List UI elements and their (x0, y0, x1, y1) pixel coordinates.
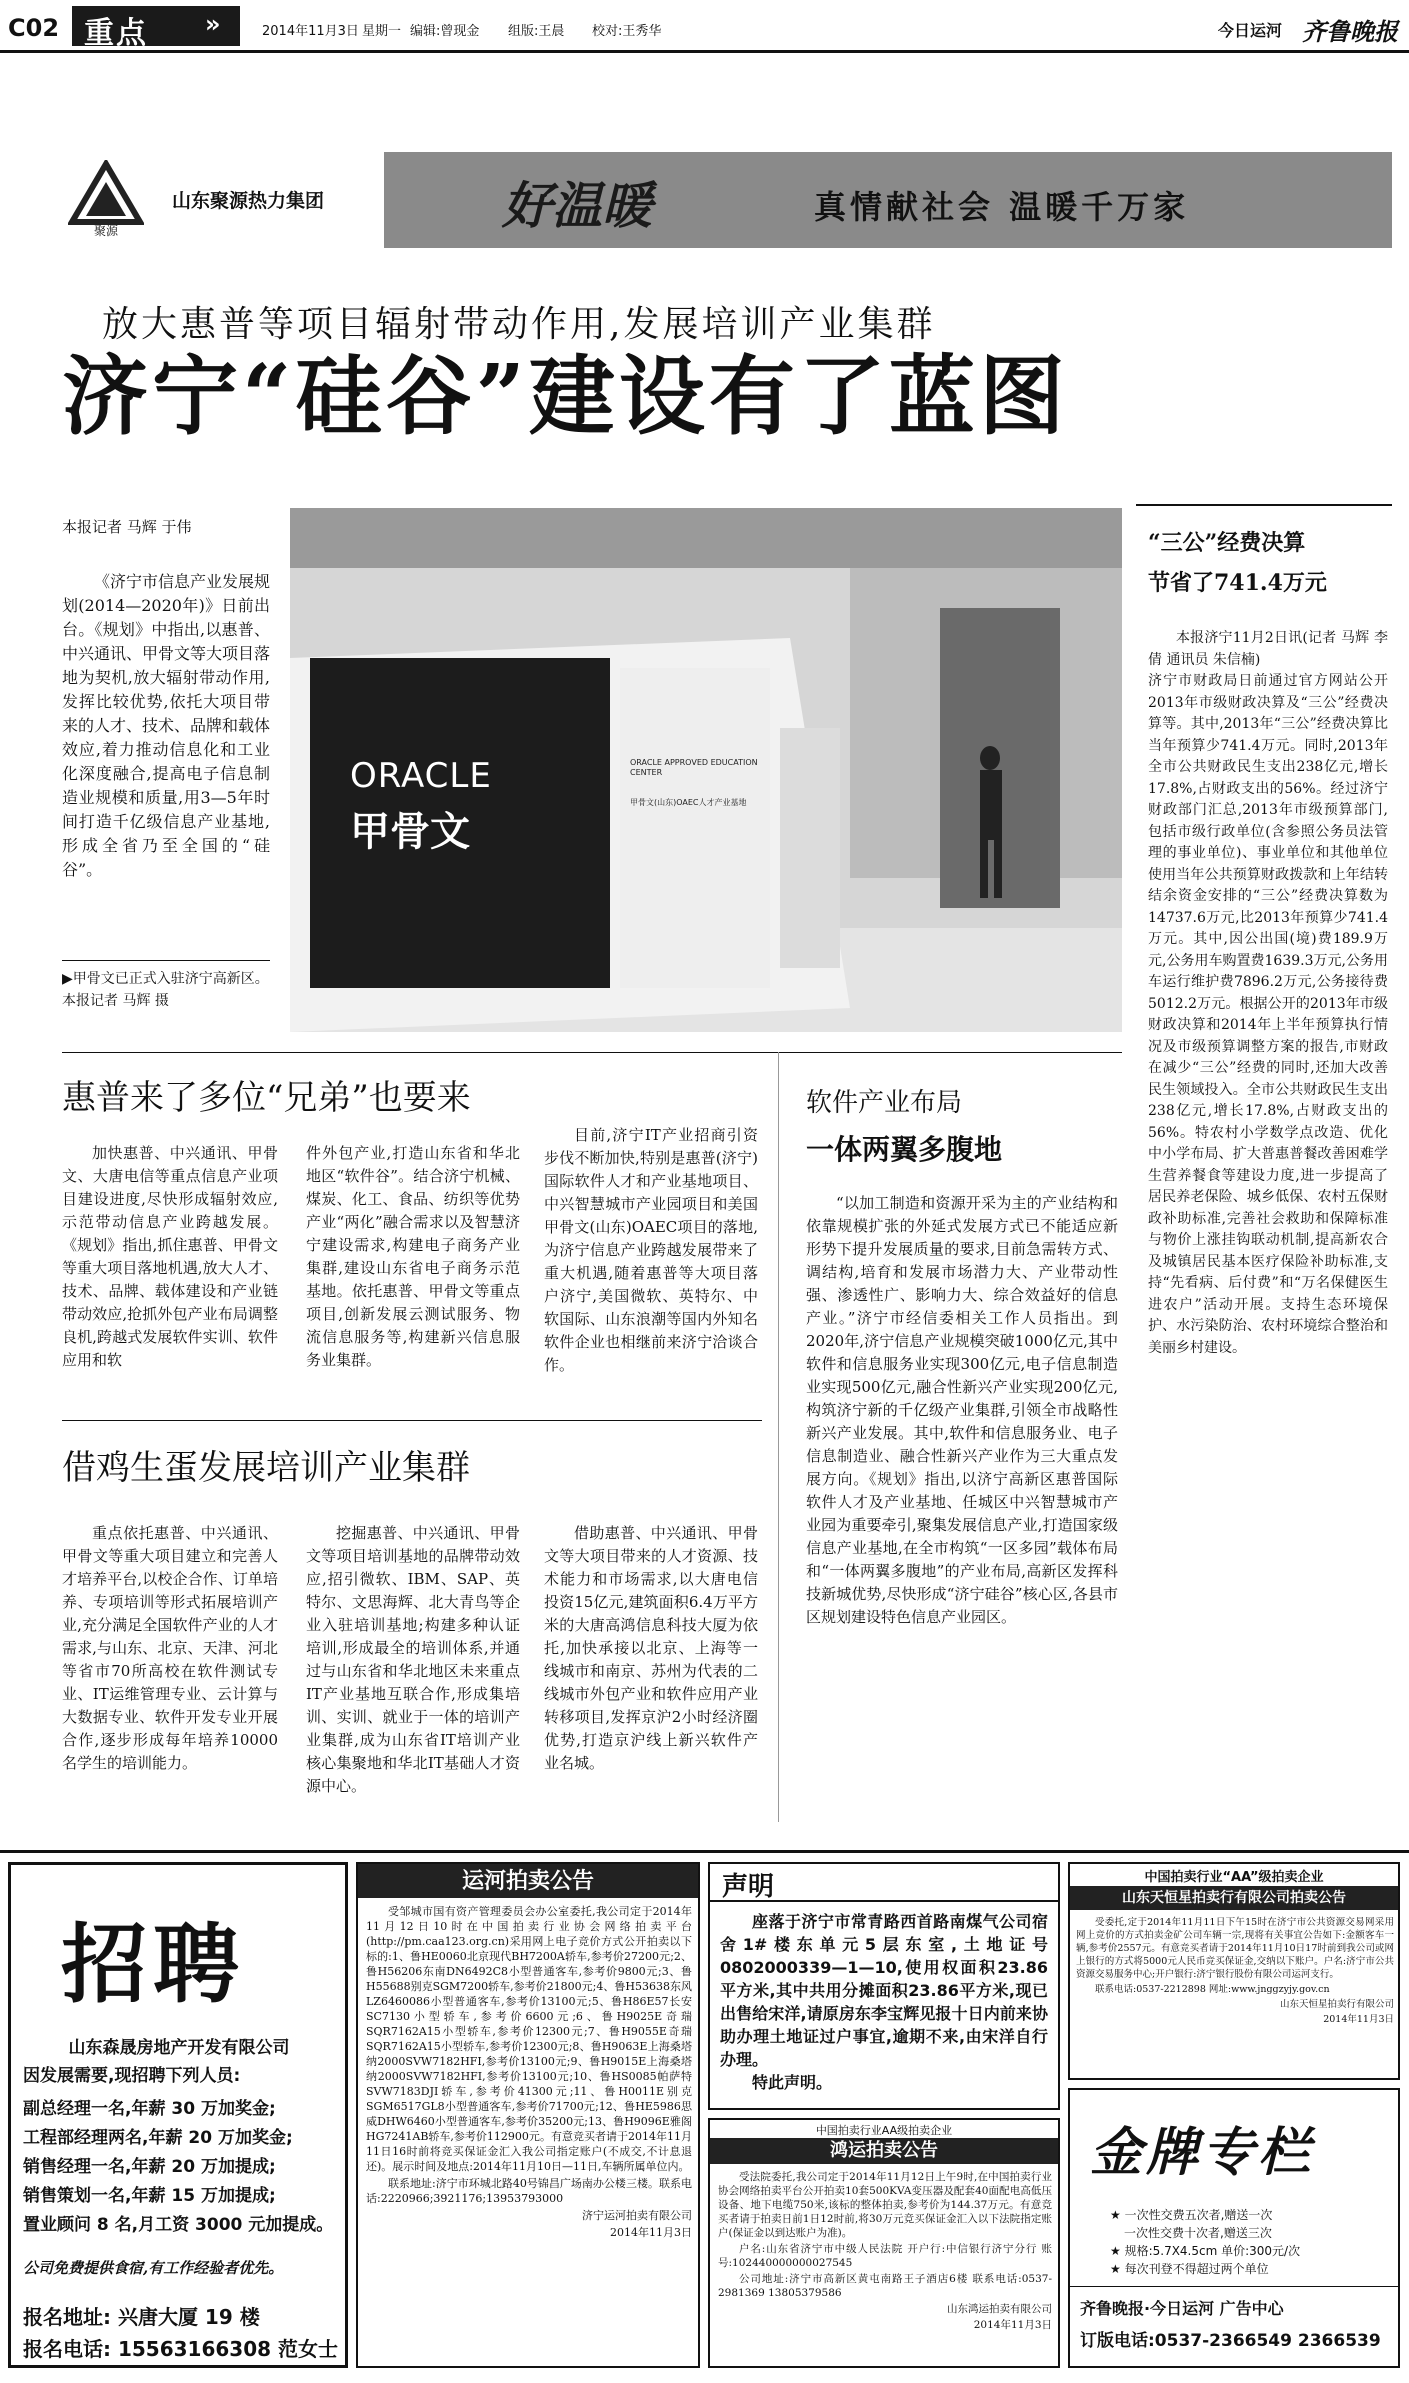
statement-title: 声明 (722, 1872, 775, 1902)
statement-ad (708, 1862, 1060, 2110)
col-b2-text: 挖掘惠普、中兴通讯、甲骨文等项目培训基地的品牌带动效应,招引微软、IBM、SAP、英特尔、文思海辉、北大青鸟等企业入驻培训基地;构建多种认证培训,形成最全的培训体系,并通过与山东省和华北地区未来重点IT产业基地互联合作,形成集培训、实训、就业于一体的培训产业集群,成为山东省IT培训产业核心集聚地和华北IT基础人才资源中心。 (306, 1524, 520, 1795)
auction1-signer: 济宁运河拍卖有限公司 (582, 2209, 692, 2222)
gold-footer-1: 齐鲁晚报·今日运河 广告中心 (1080, 2299, 1284, 2318)
ads-top-rule (0, 1850, 1409, 1853)
gold-footer-2: 订版电话:0537-2366549 2366539 (1080, 2331, 1381, 2351)
section-b-heading: 借鸡生蛋发展培训产业集群 (62, 1448, 470, 1488)
auction2-account: 户名:山东省济宁市中级人民法院 开户行:中信银行济宁分行 账号:102440000000027545 (718, 2243, 1052, 2269)
masthead-rule (0, 50, 1409, 53)
auction3-ad (1068, 1862, 1400, 2080)
brief-top-rule (1136, 504, 1392, 506)
proofreader: 校对:王秀华 (592, 24, 662, 39)
section-a-rule (62, 1052, 1122, 1053)
statement-rule (710, 1900, 1058, 1902)
col-b1 (62, 1522, 278, 1775)
auction3-contact: 联系电话:0537-2212898 网址:www.jnggzyjy.gov.cn (1095, 1984, 1330, 1995)
company-logo (68, 160, 144, 240)
recruit-company: 山东森晟房地产开发有限公司 (68, 2038, 290, 2058)
article-lead (62, 570, 270, 882)
auction3-org: 中国拍卖行业“AA”级拍卖企业 (1144, 1870, 1324, 1885)
recruit-benefit: 公司免费提供食宿,有工作经验者优先。 (23, 2259, 284, 2277)
auction2-contact: 公司地址:济宁市高新区黄屯南路王子酒店6楼 联系电话:0537-2981369 13805379586 (718, 2273, 1052, 2299)
auction2-org: 中国拍卖行业AA级拍卖企业 (815, 2124, 953, 2137)
brief-body (1148, 628, 1388, 1359)
paper-name: 齐鲁晚报 (1302, 17, 1398, 46)
lead-paragraph: 《济宁市信息产业发展规划(2014—2020年)》日前出台。《规划》中指出,以惠普、中兴通讯、甲骨文等大项目落地为契机,放大辐射带动作用,发挥比较优势,依托大项目带来的人才、技术、品牌和载体效应,着力推动信息化和工业化深度融合,提高电子信息制造业规模和质量,用3—5年时间打造千亿级信息产业基地,形成全省乃至全国的“硅谷”。 (62, 572, 271, 879)
weekday: 星期一 (362, 24, 402, 39)
layout-editor: 组版:王晨 (508, 24, 565, 39)
auction1-body (366, 1904, 692, 2242)
recruit-job: 工程部经理两名,年薪 20 万加奖金; (23, 2128, 293, 2148)
article-byline: 本报记者 马辉 于伟 (62, 518, 192, 536)
banner (62, 152, 1392, 248)
page-number: C02 (8, 14, 60, 42)
photo-sign-en: ORACLE (350, 756, 492, 796)
section-b-rule (62, 1420, 762, 1421)
company-name: 山东聚源热力集团 (172, 190, 325, 212)
auction3-title: 山东天恒星拍卖行有限公司拍卖公告 (1070, 1886, 1398, 1910)
article-title: 济宁“硅谷”建设有了蓝图 (62, 346, 1069, 447)
caption-rule (62, 960, 270, 961)
brief-title-1: “三公”经费决算 (1148, 530, 1306, 556)
auction1-date: 2014年11月3日 (610, 2226, 692, 2239)
side-box-rule (778, 1052, 780, 1822)
gold-rule (1070, 2286, 1398, 2287)
photo-panel-en: ORACLE APPROVED EDUCATION CENTER (630, 758, 758, 777)
gold-items (1110, 2206, 1390, 2278)
recruit-intro: 因发展需要,现招聘下列人员: (23, 2066, 241, 2086)
gold-item: ★ 每次刊登不得超过两个单位 (1110, 2262, 1269, 2276)
side-body (806, 1192, 1118, 1629)
auction2-body (718, 2170, 1052, 2334)
auction1-contact: 联系地址:济宁市环城北路40号锦昌广场南办公楼三楼。联系电话:2220966;3921176;13953793000 (366, 2177, 692, 2205)
auction3-date: 2014年11月3日 (1323, 2014, 1394, 2025)
recruit-job: 销售策划一名,年薪 15 万加提成; (23, 2186, 276, 2206)
brief-byline: 本报济宁11月2日讯(记者 马辉 李倩 通讯员 朱信楠) (1148, 630, 1388, 668)
recruit-jobs (23, 2095, 343, 2240)
section-a-heading: 惠普来了多位“兄弟”也要来 (62, 1078, 471, 1118)
brand-slogan: 真情献社会 温暖千万家 (814, 188, 1190, 226)
statement-text: 座落于济宁市常青路西首路南煤气公司宿舍1#楼东单元5层东室,土地证号0802000339—1—10,使用权面积23.86平方米,其中共用分摊面积23.86平方米,现已出售给宋洋,请原房东李宝辉见报十日内前来协助办理土地证过户事宜,逾期不来,由宋洋自行办理。 (720, 1912, 1048, 2069)
recruit-job: 销售经理一名,年薪 20 万加提成; (23, 2157, 276, 2177)
auction2-text: 受法院委托,我公司定于2014年11月12日上午9时,在中国拍卖行业协会网络拍卖平台公开拍卖10套500KVA变压器及配套40面配电高低压设备、地下电缆750米,该标的整体拍卖,参考价为144.37万元。有意竞买者请于拍卖日前1日12时前,将30万元竞买保证金汇入以下法院指定账户(保证金以到达账户为准)。 (718, 2171, 1052, 2239)
side-text: “以加工制造和资源开采为主的产业结构和依靠规模扩张的外延式发展方式已不能适应新形势下提升发展质量的要求,目前急需转方式、调结构,培育和发展市场潜力大、产业带动性强、渗透性广、影响力大、综合效益好的信息产业。”济宁市经信委相关工作人员指出。到2020年,济宁信息产业规模突破1000亿元,其中软件和信息服务业实现300亿元,电子信息制造业实现500亿元,融合性新兴产业实现200亿元,构筑济宁新的千亿级产业集群,引领全市战略性新兴产业发展。其中,软件和信息服务业、电子信息制造业、融合性新兴产业作为三大重点发展方向。《规划》指出,以济宁高新区惠普国际软件人才及产业基地、任城区中兴智慧城市产业园为重要牵引,聚集发展信息产业,打造国家级信息产业基地,在全市构筑“一区多园”载体布局和“一体两翼多腹地”的产业布局,高新区发挥科技新城优势,尽快形成“济宁硅谷”核心区,各县市区规划建设特色信息产业园区。 (806, 1194, 1118, 1626)
side-subtitle: 一体两翼多腹地 (806, 1133, 1003, 1166)
side-title: 软件产业布局 (806, 1088, 963, 1118)
logo-text: 聚源 (93, 224, 118, 238)
auction2-title: 鸿运拍卖公告 (710, 2138, 1058, 2164)
photo-caption: ▶甲骨文已正式入驻济宁高新区。本报记者 马辉 摄 (62, 971, 269, 1009)
statement-body (720, 1910, 1048, 2094)
col-b3-text: 借助惠普、中兴通讯、甲骨文等大项目带来的人才资源、技术能力和市场需求,以大唐电信投资15亿元,建筑面积6.4万平方米的大唐高鸿信息科技大厦为依托,加快承接以北京、上海等一线城市和南京、苏州为代表的二线城市外包产业和软件应用产业转移项目,发挥京沪2小时经济圈优势,打造京沪线上新兴软件产业名城。 (544, 1524, 758, 1772)
gold-item: 一次性交费十次者,赠送三次 (1124, 2226, 1272, 2240)
issue-date: 2014年11月3日 (262, 24, 359, 39)
article-subtitle: 放大惠普等项目辐射带动作用,发展培训产业集群 (102, 304, 936, 345)
auction1-title: 运河拍卖公告 (358, 1864, 698, 1898)
col-b2 (306, 1522, 520, 1798)
photo-panel-cn: 甲骨文(山东)OAEC人才产业基地 (630, 798, 747, 807)
article-photo (290, 508, 1122, 1032)
editor: 编辑:曾现金 (410, 24, 480, 39)
gold-item: ★ 规格:5.7X4.5cm 单价:300元/次 (1110, 2244, 1301, 2258)
gold-title: 金牌专栏 (1090, 2122, 1315, 2183)
auction3-signer: 山东天恒星拍卖行有限公司 (1279, 1999, 1394, 2010)
gold-column-ad (1068, 2088, 1400, 2368)
photo-sign-cn: 甲骨文 (350, 808, 470, 855)
recruit-job: 副总经理一名,年薪 30 万加奖金; (23, 2099, 276, 2119)
edition-name: 今日运河 (1218, 21, 1283, 40)
auction1-text: 受邹城市国有资产管理委员会办公室委托,我公司定于2014年11月12日10时在中国拍卖行业协会网络拍卖平台(http://pm.caa123.org.cn)采用网上电子竞价方式公开拍卖以下标的:1、鲁HE0060北京现代BH7200A轿车,参考价27200元;2、鲁H56206东南DN6492C8小型普通客车,参考价9800元;3、鲁H55688别克SGM7200轿车,参考价21800元;4、鲁H53638东风LZ6460086小型普通客车,参考价13100元;5、鲁H86E57长安SC7130小型轿车,参考价6600元;6、鲁H9025E奇瑞SQR7162A15小型轿车,参考价12300元;7、鲁H9055E奇瑞SQR7162A15小型轿车,参考价12300元;8、鲁H9063E上海桑塔纳2000SVW7182HFI,参考价13100元;9、鲁H9015E上海桑塔纳2000SVW7182HFI,参考价13100元;10、鲁HS0085帕萨特SVW7183DJI轿车,参考价41300元;11、鲁H0011E别克SGM6517GL8小型普通客车,参考价71700元;12、鲁HE5986思威DHW6460小型普通客车,参考价35200元;13、鲁H9096E雅阁HG7241AB轿车,参考价112900元。有意竞买者请于2014年11月11日16时前将竞买保证金汇入我公司指定账户(不成交,不计息退还)。展示时间及地点:2014年11月10日—11日,车辆所属单位内。 (366, 1905, 692, 2173)
col-b1-text: 重点依托惠普、中兴通讯、甲骨文等重大项目建立和完善人才培养平台,以校企合作、订单培养、专项培训等形式拓展培训产业,充分满足全国软件产业的人才需求,与山东、北京、天津、河北等省市70所高校在软件测试专业、IT运维管理专业、云计算与大数据专业、软件开发专业开展合作,逐步形成每年培养10000名学生的培训能力。 (62, 1524, 278, 1772)
statement-end: 特此声明。 (752, 2073, 833, 2092)
auction2-signer: 山东鸿运拍卖有限公司 (947, 2303, 1052, 2315)
recruit-ad (8, 1862, 348, 2368)
auction2-ad (708, 2118, 1060, 2368)
auction2-date: 2014年11月3日 (973, 2319, 1052, 2331)
gold-item: ★ 一次性交费五次者,赠送一次 (1110, 2208, 1273, 2222)
col-a1 (62, 1142, 278, 1372)
col-a3-text: 目前,济宁IT产业招商引资步伐不断加快,特别是惠普(济宁)国际软件人才和产业基地项目、中兴智慧城市产业园项目和美国甲骨文(山东)OAEC项目的落地,为济宁信息产业跨越发展带来了重大机遇,随着惠普等大项目落户济宁,美国微软、英特尔、中软国际、山东浪潮等国内外知名软件企业也相继前来济宁洽谈合作。 (544, 1126, 758, 1374)
brief-title-2: 节省了741.4万元 (1148, 570, 1327, 596)
masthead (0, 0, 1409, 52)
recruit-title: 招聘 (61, 1914, 245, 2015)
recruit-address: 报名地址: 兴唐大厦 19 楼 (23, 2305, 260, 2329)
brief-text: 济宁市财政局日前通过官方网站公开2013年市级财政决算及“三公”经费决算等。其中,2013年“三公”经费决算比当年预算少741.4万元。同时,2013年全市公共财政民生支出238亿元,增长17.8%,占财政支出的56%。经过济宁财政部门汇总,2013年市级预算部门,包括市级行政单位(含参照公务员法管理的事业单位)、事业单位和其他单位使用当年公共预算财政拨款和上年结转结余资金安排的“三公”经费决算数为14737.6万元,比2013年预算少741.4万元。其中,因公出国(境)费189.9万元,公务用车购置费1639.3万元,公务用车运行维护费7896.2万元,公务接待费5012.2万元。根据公开的2013年市级财政决算和2014年上半年预算执行情况及市级预算调整方案的报告,市财政在减少“三公”经费的同时,还加大改善民生领域投入。全市公共财政民生支出238亿元,增长17.8%,占财政支出的56%。特农村小学数学点改造、优化中小学布局、扩大普惠普餐改善困难学生营养餐食等建设力度,进一步提高了居民养老保险、城乡低保、农村五保财政补助标准,完善社会救助和保障标准与物价上涨挂钩联动机制,提高新农合及城镇居民基本医疗保险补助标准,支持“先看病、后付费”和“万名保健医生进农户”活动开展。支持生态环境保护、水污染防治、农村环境综合整治和美丽乡村建设。 (1148, 673, 1388, 1356)
col-a1-text: 加快惠普、中兴通讯、甲骨文、大唐电信等重点信息产业项目建设进度,尽快形成辐射效应,示范带动信息产业跨越发展。《规划》指出,抓住惠普、甲骨文等重大项目落地机遇,放大人才、技术、品牌、载体建设和产业链带动效应,抢抓外包产业布局调整良机,跨越式发展软件实训、软件应用和软 (62, 1144, 278, 1369)
col-a3 (544, 1124, 758, 1377)
col-a2 (306, 1142, 520, 1372)
col-a2-text: 件外包产业,打造山东省和华北地区“软件谷”。结合济宁机械、煤炭、化工、食品、纺织等优势产业“两化”融合需求以及智慧济宁建设需求,构建电子商务产业集群,建设山东省电子商务示范基地。依托惠普、甲骨文等重点项目,创新发展云测试服务、物流信息服务等,构建新兴信息服务业集群。 (306, 1144, 520, 1369)
auction3-text: 受委托,定于2014年11月11日下午15时在济宁市公共资源交易网采用网上竞价的方式拍卖金矿公司车辆一宗,现将有关事宜公告如下:金额客车一辆,参考价2557元。有意竞买者请于2014年11月10日17时前到我公司或网上银行的方式将5000元人民币竞买保证金,交纳以下账户。户名:济宁市公共资源交易服务中心;开户银行:济宁银行股份有限公司运河支行。 (1076, 1917, 1394, 1980)
col-b3 (544, 1522, 758, 1775)
section-label: 重点 (84, 16, 148, 51)
brand-name: 好温暖 (502, 176, 652, 235)
auction3-body (1076, 1916, 1394, 2028)
recruit-job: 置业顾问 8 名,月工资 3000 元加提成。 (23, 2215, 334, 2235)
section-arrow-icon: » (205, 10, 221, 38)
recruit-phone: 报名电话: 15563166308 范女士 (23, 2337, 338, 2361)
auction1-ad (356, 1862, 700, 2368)
